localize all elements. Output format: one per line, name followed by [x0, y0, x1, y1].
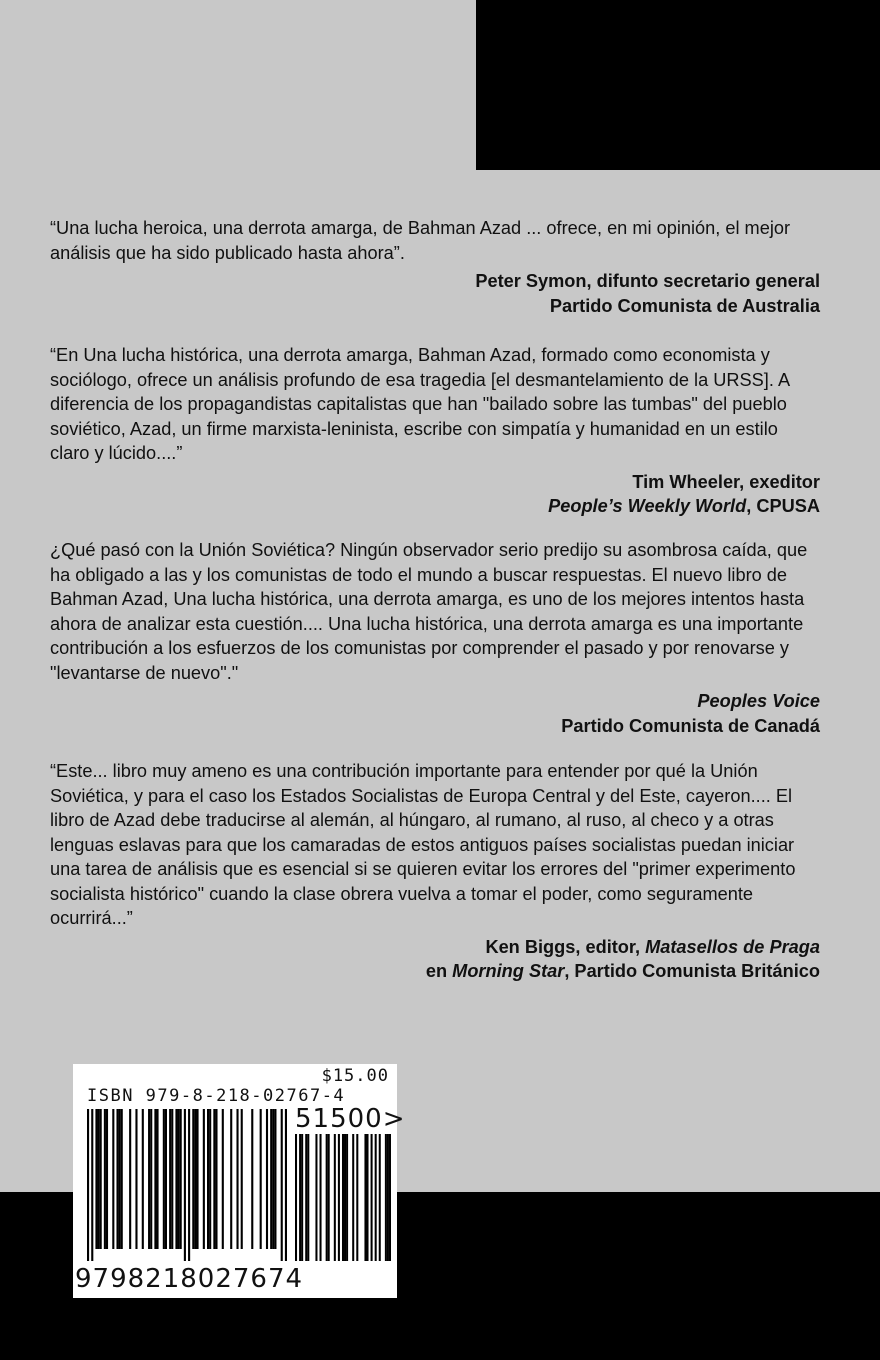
addon-bar	[326, 1134, 328, 1261]
attribution-line	[50, 714, 820, 739]
blurb-attribution	[50, 935, 820, 984]
addon-bar	[299, 1134, 301, 1261]
barcode-bar	[184, 1109, 186, 1261]
blurb-attribution	[50, 470, 820, 519]
addon-bar	[301, 1134, 303, 1261]
price-label: $15.00	[321, 1066, 389, 1086]
addon-bar	[389, 1134, 391, 1261]
barcode-bar	[156, 1109, 158, 1249]
attribution-segment: Ken Biggs, editor,	[485, 936, 646, 957]
blurb-4	[50, 759, 820, 984]
addon-bar	[379, 1134, 381, 1261]
barcode-bar	[98, 1109, 100, 1249]
barcode-bar	[150, 1109, 152, 1249]
barcode-bar	[270, 1109, 272, 1249]
attribution-line	[50, 959, 820, 984]
blurb-attribution	[50, 269, 820, 318]
addon-bar	[334, 1134, 336, 1261]
blurb-quote: ¿Qué pasó con la Unión Soviética? Ningún observador serio predijo su asombrosa caída, que ha obligado a las y los comunistas de todo el mundo a buscar respuestas. El nuevo libro de Bahman Azad, Una lucha histórica, una derrota amarga, es uno de los mejores intentos hasta ahora de analizar esta cuestión.... Una lucha histórica, una derrota amarga es una importante contribución a los esfuerzos de los comunistas por comprender el pasado y por renovarse y "levantarse de nuevo"."	[50, 540, 808, 683]
barcode-bar	[95, 1109, 97, 1249]
barcode-bar	[91, 1109, 93, 1261]
barcode-bar	[154, 1109, 156, 1249]
barcode-bar	[87, 1109, 89, 1261]
attribution-line	[50, 494, 820, 519]
barcode-bar	[119, 1109, 121, 1249]
addon-bar	[305, 1134, 307, 1261]
top-black-block	[476, 0, 880, 170]
barcode-bar	[272, 1109, 274, 1249]
barcode-bar	[121, 1109, 123, 1249]
attribution-segment: Partido Comunista de Australia	[549, 295, 820, 316]
barcode-bar	[213, 1109, 215, 1249]
addon-bar	[338, 1134, 340, 1261]
ean13-barcode	[87, 1109, 287, 1261]
barcode-bar	[116, 1109, 118, 1249]
barcode-bar	[207, 1109, 209, 1249]
barcode-bar	[180, 1109, 182, 1249]
addon-bar	[328, 1134, 330, 1261]
addon-bar	[346, 1134, 348, 1261]
barcode-bar	[285, 1109, 287, 1261]
barcode-bar	[192, 1109, 194, 1249]
barcode-bar	[112, 1109, 114, 1249]
barcode-bar	[236, 1109, 238, 1249]
attribution-line	[50, 935, 820, 960]
barcode-bar	[169, 1109, 171, 1249]
barcode-bar	[209, 1109, 211, 1249]
addon-bar	[375, 1134, 377, 1261]
attribution-line	[50, 470, 820, 495]
barcode-bar	[260, 1109, 262, 1249]
barcode-bar	[215, 1109, 217, 1249]
barcode-bar	[251, 1109, 253, 1249]
blurb-2	[50, 343, 820, 519]
addon-bar	[387, 1134, 389, 1261]
barcode-bar	[100, 1109, 102, 1249]
attribution-line	[50, 689, 820, 714]
addon-bar	[342, 1134, 344, 1261]
barcode-bar	[142, 1109, 144, 1249]
attribution-segment: en	[425, 961, 453, 981]
blurb-1	[50, 216, 820, 318]
addon-bar	[356, 1134, 358, 1261]
attribution-segment: Peter Symon, difunto secretario general	[475, 271, 820, 291]
barcode-bar	[188, 1109, 190, 1261]
attribution-segment: , CPUSA	[746, 496, 820, 516]
attribution-segment: Morning Star	[452, 961, 565, 981]
addon-bar	[385, 1134, 387, 1261]
attribution-segment: Partido Comunista de Canadá	[561, 715, 820, 736]
barcode-bar	[171, 1109, 173, 1249]
blurb-attribution	[50, 689, 820, 738]
barcode-bar	[148, 1109, 150, 1249]
addon-bar	[352, 1134, 354, 1261]
addon-barcode	[295, 1134, 391, 1261]
barcode-bar	[175, 1109, 177, 1249]
addon-bar	[315, 1134, 317, 1261]
addon-bar	[371, 1134, 373, 1261]
barcode-bar	[274, 1109, 276, 1249]
addon-bar	[307, 1134, 309, 1261]
addon-bar	[366, 1134, 368, 1261]
attribution-segment: , Partido Comunista Británico	[564, 961, 820, 981]
blurb-quote: “Una lucha heroica, una derrota amarga, de Bahman Azad ... ofrece, en mi opinión, el mejor análisis que ha sido publicado hasta ahora”.	[50, 218, 791, 263]
addon-bar	[344, 1134, 346, 1261]
barcode-bar	[196, 1109, 198, 1249]
barcode-bar	[135, 1109, 137, 1249]
addon-bar	[320, 1134, 322, 1261]
barcode-bar	[106, 1109, 108, 1249]
attribution-segment: Tim Wheeler, exeditor	[632, 471, 820, 492]
blurb-quote: “Este... libro muy ameno es una contribución importante para entender por qué la Unión Soviética, y para el caso los Estados Socialistas de Europa Central y del Este, cayeron.... El libro de Azad debe traducirse al alemán, al húngaro, al rumano, al ruso, al checo y a otras lenguas eslavas para que los camaradas de estos antiguos países socialistas puedan iniciar una tarea de análisis que es esencial si se quieren evitar los errores del "primer experimento socialista histórico" cuando la clase obrera vuelva a tomar el poder, como seguramente ocurrirá...”	[50, 761, 796, 928]
barcode-bar	[163, 1109, 165, 1249]
ean13-digits: 9798218027674	[75, 1264, 304, 1294]
barcode-box	[73, 1064, 406, 1298]
addon-code: 51500>	[295, 1104, 406, 1134]
barcode-bar	[281, 1109, 283, 1261]
barcode-bar	[129, 1109, 131, 1249]
barcode-bar	[230, 1109, 232, 1249]
barcode-bar	[222, 1109, 224, 1249]
barcode-bar	[194, 1109, 196, 1249]
blurb-3	[50, 538, 820, 738]
attribution-segment: Matasellos de Praga	[645, 936, 820, 957]
attribution-segment: Peoples Voice	[697, 691, 820, 711]
barcode-bar	[178, 1109, 180, 1249]
barcode-bar	[266, 1109, 268, 1249]
attribution-segment: People’s Weekly World	[548, 496, 747, 516]
attribution-line	[50, 269, 820, 294]
barcode-bar	[241, 1109, 243, 1249]
isbn-label: ISBN 979-8-218-02767-4	[87, 1086, 346, 1106]
addon-bar	[295, 1134, 297, 1261]
barcode-bar	[203, 1109, 205, 1249]
attribution-line	[50, 294, 820, 319]
blurb-quote: “En Una lucha histórica, una derrota amarga, Bahman Azad, formado como economista y sociólogo, ofrece un análisis profundo de esa tragedia [el desmantelamiento de la URSS]. A diferencia de los propagandistas capitalistas que han "bailado sobre las tumbas" del pueblo soviético, Azad, un firme marxista-leninista, escribe con simpatía y humanidad en un estilo claro y lúcido....”	[50, 345, 790, 463]
barcode-bar	[165, 1109, 167, 1249]
addon-bar	[364, 1134, 366, 1261]
barcode-bar	[104, 1109, 106, 1249]
